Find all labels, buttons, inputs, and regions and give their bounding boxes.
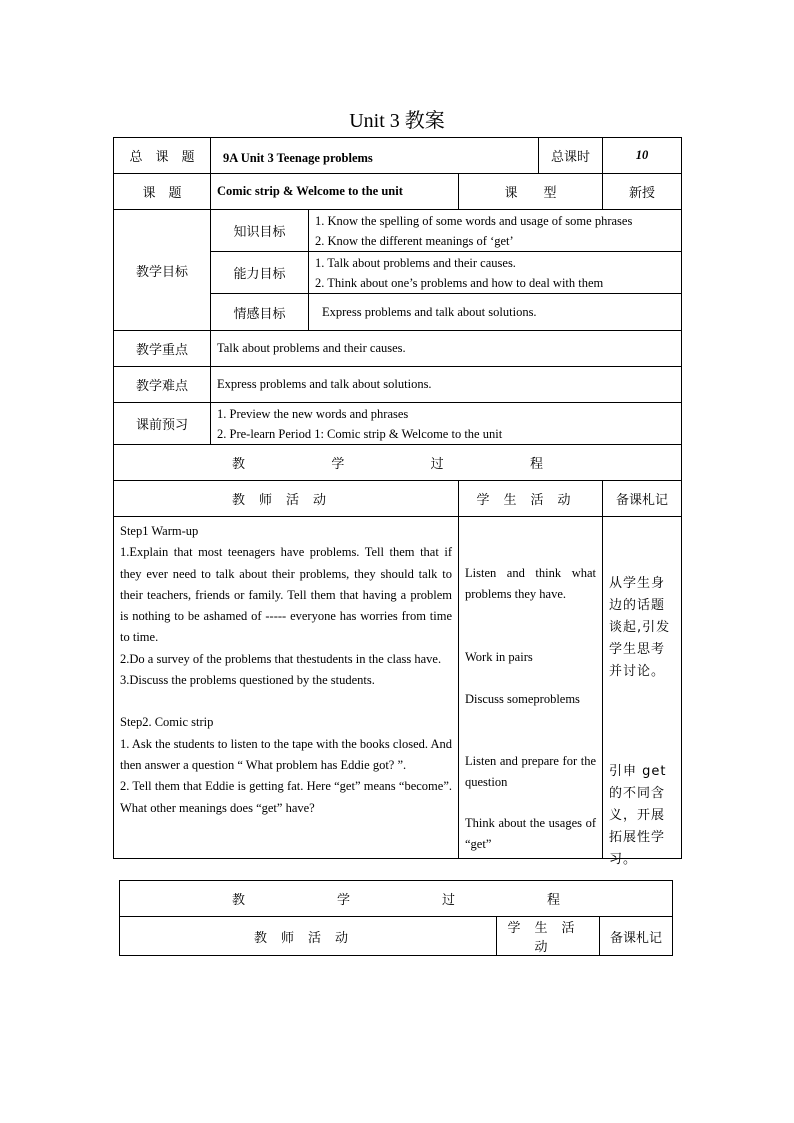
student-activity: Listen and prepare for the question bbox=[465, 754, 596, 789]
process-heading-char: 程 bbox=[547, 893, 561, 908]
step1-item: 3.Discuss the problems questioned by the students. bbox=[120, 673, 375, 688]
process-heading-char: 学 bbox=[337, 893, 351, 908]
preview bbox=[211, 403, 682, 445]
preview-line: 1. Preview the new words and phrases bbox=[217, 406, 409, 421]
general-topic-label: 总 课 题 bbox=[114, 138, 211, 174]
knowledge-objective-line: 2. Know the different meanings of ‘get’ bbox=[315, 233, 514, 248]
process-heading-char: 过 bbox=[442, 893, 456, 908]
emotion-objective-label: 情感目标 bbox=[211, 294, 309, 331]
teacher-activities bbox=[114, 517, 459, 859]
note: 从学生身边的话题谈起,引发学生思考并讨论。 bbox=[609, 576, 671, 679]
total-periods-value: 10 bbox=[603, 138, 682, 174]
topic-row bbox=[114, 174, 682, 210]
difficulties: Express problems and talk about solutions. bbox=[211, 367, 682, 403]
key-points-label: 教学重点 bbox=[114, 331, 211, 367]
knowledge-objective-label: 知识目标 bbox=[211, 210, 309, 252]
teacher-activity-header-2: 教师活动 bbox=[120, 917, 497, 956]
step2-title: Step2. Comic strip bbox=[120, 715, 214, 730]
step1-title: Step1 Warm-up bbox=[120, 524, 199, 538]
ability-objective-label: 能力目标 bbox=[211, 252, 309, 294]
notes-header-2: 备课札记 bbox=[600, 917, 673, 956]
lesson-plan-table bbox=[113, 137, 682, 867]
step1-item: 2.Do a survey of the problems that thestudents in the class have. bbox=[120, 651, 442, 666]
student-activity-header: 学生活动 bbox=[459, 481, 603, 517]
ability-objective-line: 1. Talk about problems and their causes. bbox=[315, 255, 516, 270]
student-activity: Listen and think what problems they have. bbox=[465, 566, 596, 601]
type-value: 新授 bbox=[603, 174, 682, 210]
topic-value: Comic strip & Welcome to the unit bbox=[211, 174, 459, 210]
type-label: 课 型 bbox=[459, 174, 603, 210]
step1-item: 1.Explain that most teenagers have problems. Tell them that if they ever need to talk about their problems, they should talk to their teachers, friends or family. Tell them that having a problem is nothing to be ashamed of ----- everyone has worries from time to time. bbox=[120, 545, 452, 645]
page-title: Unit 3 教案 bbox=[349, 110, 445, 132]
ability-objective bbox=[309, 252, 682, 294]
preview-line: 2. Pre-learn Period 1: Comic strip & Welcome to the unit bbox=[217, 426, 503, 441]
student-activity-header-2: 学生活动 bbox=[497, 917, 600, 956]
ability-objective-line: 2. Think about one’s problems and how to deal with them bbox=[315, 275, 604, 290]
general-topic-row bbox=[114, 138, 682, 174]
general-topic-value: 9A Unit 3 Teenage problems bbox=[211, 138, 539, 174]
difficulties-label: 教学难点 bbox=[114, 367, 211, 403]
lesson-plan-table-continued bbox=[119, 880, 673, 956]
objectives-label: 教学目标 bbox=[114, 210, 211, 331]
process-heading-char: 教 bbox=[232, 893, 246, 908]
process-heading-2 bbox=[120, 881, 673, 917]
notes-header: 备课札记 bbox=[603, 481, 682, 517]
note: 引申 get的不同含义，开展拓展性学习。 bbox=[609, 764, 667, 867]
student-activity: Work in pairs bbox=[465, 650, 533, 664]
topic-label: 课 题 bbox=[114, 174, 211, 210]
key-points: Talk about problems and their causes. bbox=[211, 331, 682, 367]
knowledge-objective-line: 1. Know the spelling of some words and usage of some phrases bbox=[315, 213, 633, 228]
teacher-activity-header: 教师活动 bbox=[114, 481, 459, 517]
process-heading-char: 教 bbox=[232, 457, 246, 472]
step2-item: 2. Tell them that Eddie is getting fat. Here “get” means “become”. What other meanings does “get” have? bbox=[120, 779, 452, 815]
student-activity: Discuss someproblems bbox=[465, 692, 580, 706]
knowledge-objective bbox=[309, 210, 682, 252]
process-heading bbox=[114, 445, 682, 481]
process-heading-char: 程 bbox=[529, 457, 543, 472]
notes-column bbox=[603, 517, 682, 867]
student-activity: Think about the usages of “get” bbox=[465, 816, 596, 851]
preview-label: 课前预习 bbox=[114, 403, 211, 445]
process-heading-char: 过 bbox=[430, 457, 444, 472]
step2-item: 1. Ask the students to listen to the tape with the books closed. And then answer a question “ What problem has Eddie got? ”. bbox=[120, 736, 452, 772]
total-periods-label: 总课时 bbox=[539, 138, 603, 174]
emotion-objective: Express problems and talk about solutions. bbox=[309, 294, 682, 331]
process-heading-char: 学 bbox=[331, 457, 345, 472]
student-activities bbox=[459, 517, 603, 859]
